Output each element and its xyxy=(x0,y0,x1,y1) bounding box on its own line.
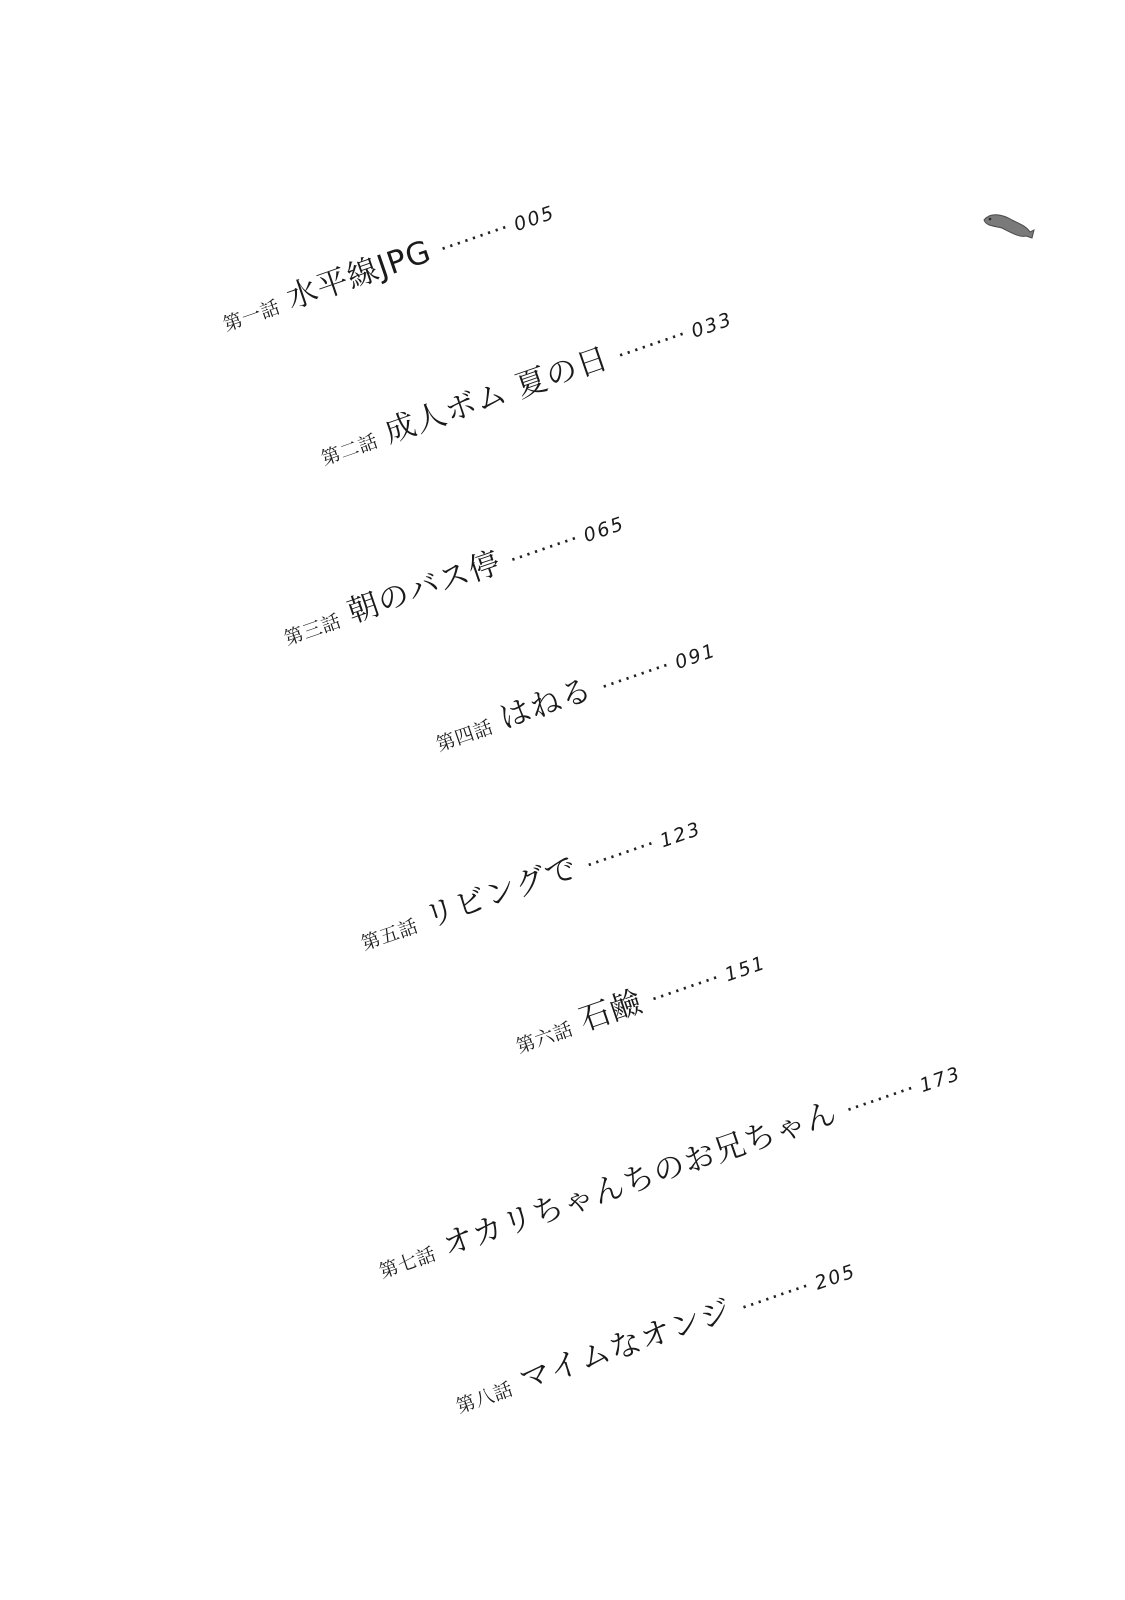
chapter-label: 第七話 xyxy=(376,1243,440,1284)
page-number: 123 xyxy=(657,817,705,853)
fish-icon xyxy=(982,208,1036,242)
chapter-label: 第八話 xyxy=(453,1378,517,1419)
dot-leader: ········· xyxy=(597,653,675,701)
toc-entry-chapter-7 xyxy=(374,1055,964,1284)
page-number: 151 xyxy=(721,951,770,987)
chapter-title: マイムなオンジ xyxy=(514,1292,737,1399)
chapter-label: 第一話 xyxy=(220,296,284,337)
toc-entry-chapter-8 xyxy=(451,1253,859,1419)
dot-leader: ········· xyxy=(582,831,659,879)
chapter-title: リビングで xyxy=(419,849,583,936)
chapter-label: 第二話 xyxy=(318,430,382,471)
dot-leader: ········· xyxy=(737,1273,814,1321)
dot-leader: ········· xyxy=(842,1076,919,1124)
chapter-title: 石鹼 xyxy=(574,983,647,1039)
toc-entry-chapter-5 xyxy=(356,810,705,956)
dot-leader: ········· xyxy=(436,215,513,263)
chapter-label: 第五話 xyxy=(358,915,422,956)
page-number: 065 xyxy=(580,512,628,548)
page-number: 173 xyxy=(916,1062,965,1097)
dot-leader: ········· xyxy=(647,965,724,1013)
toc-entry-chapter-2 xyxy=(316,301,736,471)
dot-leader: ········· xyxy=(614,321,691,369)
chapter-title: オカリちゃんちのお兄ちゃん xyxy=(437,1094,842,1264)
chapter-title: 水平線JPG xyxy=(281,233,437,317)
toc-entry-chapter-3 xyxy=(279,505,628,651)
chapter-label: 第六話 xyxy=(513,1018,577,1059)
toc-entry-chapter-4 xyxy=(431,632,720,757)
chapter-label: 第四話 xyxy=(433,716,497,757)
chapter-label: 第三話 xyxy=(281,610,345,651)
page-number: 091 xyxy=(672,639,720,674)
page-number: 033 xyxy=(688,308,736,343)
chapter-title: 朝のバス停 xyxy=(342,544,506,631)
page-number: 205 xyxy=(811,1260,860,1295)
chapter-title: 成人ボム 夏の日 xyxy=(379,340,614,451)
dot-leader: ········· xyxy=(506,526,583,574)
page-number: 005 xyxy=(511,201,559,236)
toc-entry-chapter-1 xyxy=(218,194,559,337)
toc-entry-chapter-6 xyxy=(511,944,770,1059)
chapter-title: はねる xyxy=(494,671,598,737)
